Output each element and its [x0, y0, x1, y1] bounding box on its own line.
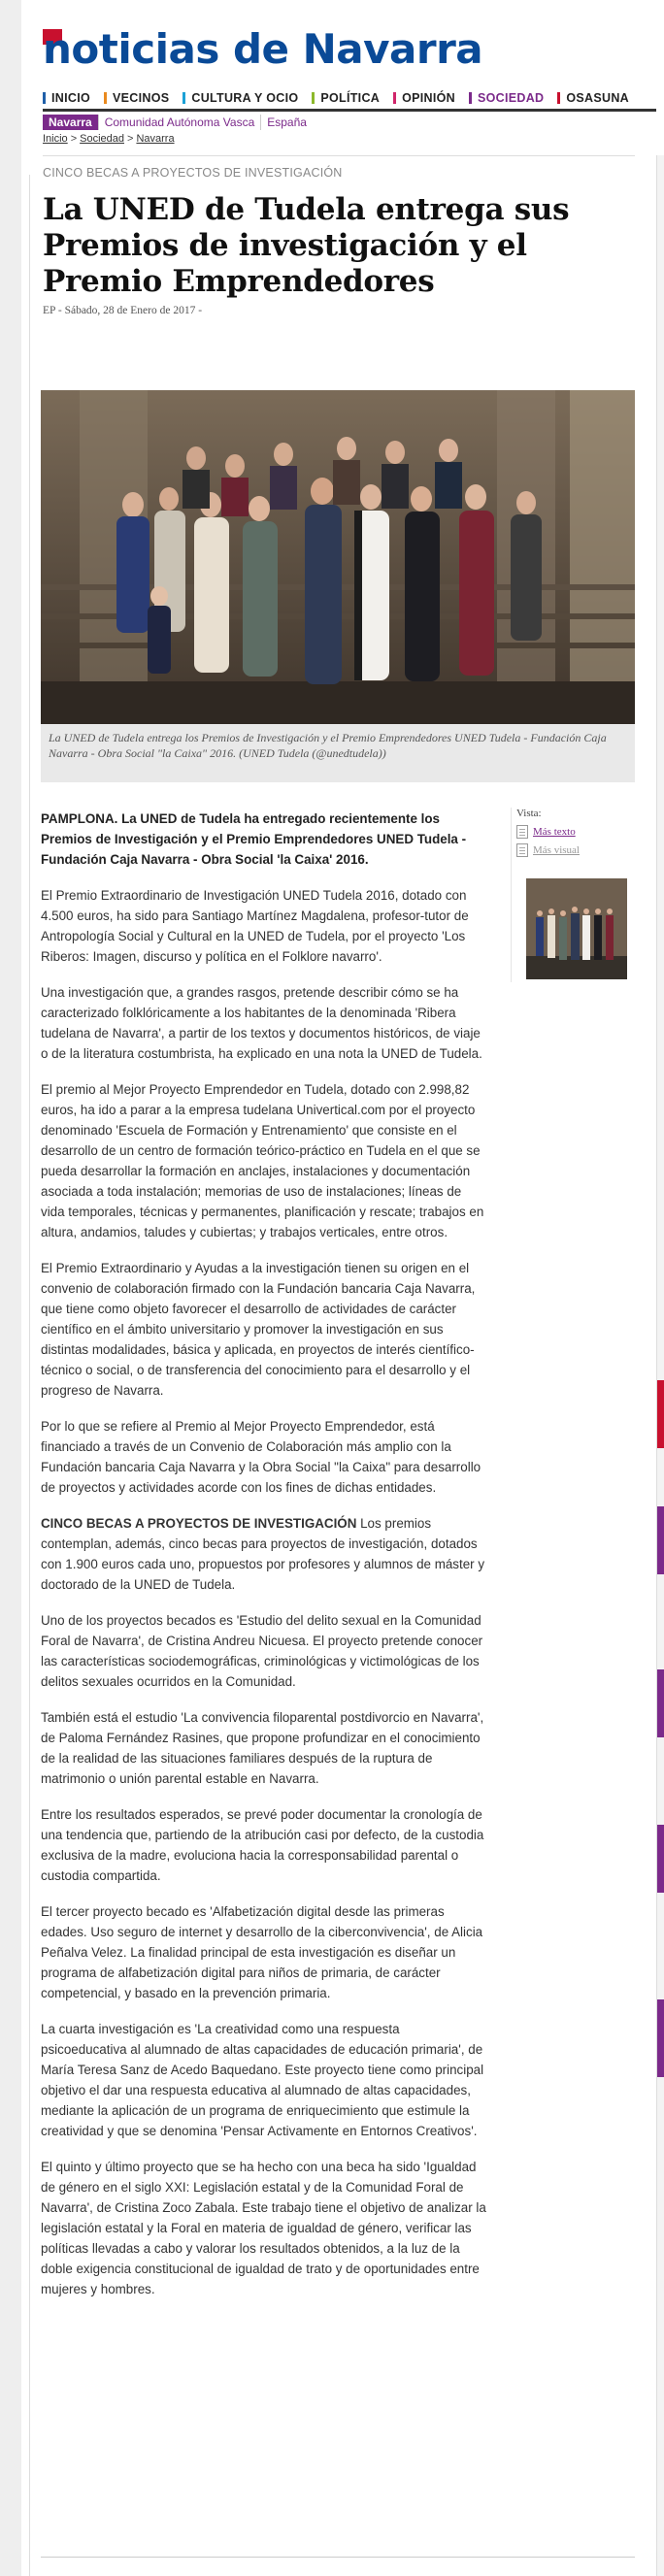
sidebar-accent-purple-3 [657, 1825, 664, 1893]
sidebar-accent-purple [657, 1506, 664, 1574]
lead-text: La UNED de Tudela ha entregado recientemente los Premios de Investigación y el Premio Emprendedores UNED Tudela - Fundación Caja Navarra - Obra Social 'la Caixa' 2016. [41, 811, 467, 867]
nav-color-bar [43, 92, 46, 104]
article-body [41, 809, 487, 2315]
site-logo[interactable] [43, 25, 482, 74]
breadcrumb-navarra[interactable]: Navarra [136, 133, 175, 145]
more-visual-label: Más visual [533, 844, 580, 856]
subnav-item-2[interactable]: Comunidad Autónoma Vasca [99, 115, 262, 130]
nav-color-bar [312, 92, 315, 104]
subheading: CINCO BECAS A PROYECTOS DE INVESTIGACIÓN [41, 1516, 357, 1531]
more-text-button[interactable] [516, 825, 637, 839]
breadcrumb-sociedad[interactable]: Sociedad [80, 133, 124, 145]
article-photo-box [41, 390, 635, 782]
tools-divider [511, 808, 512, 982]
footer-divider [41, 2557, 635, 2558]
paragraph: El Premio Extraordinario de Investigación UNED Tudela 2016, dotado con 4.500 euros, ha sido para Santiago Martínez Magdalena, profesor-tutor de Antropología Social y Cultural en la UNED de Tudela, por el proyecto 'Los Riberos: Imagen, discurso y política en el Folklore navarro'. [41, 888, 469, 964]
subnav-item-1[interactable]: Navarra [43, 115, 99, 130]
article-byline: EP - Sábado, 28 de Enero de 2017 - [43, 305, 203, 316]
article-headline: La UNED de Tudela entrega sus Premios de investigación y el Premio Emprendedores [43, 192, 570, 299]
paragraph: El Premio Extraordinario y Ayudas a la investigación tienen su origen en el convenio de colaboración firmado con la Fundación bancaria Caja Navarra, que tiene como objeto favorecer el desarrollo de actividades de carácter científico en el ámbito universitario y promover la investigación en sus distintas modalidades, básica y aplicada, en proyectos de interés científico-técnico o social, o de transferencia del conocimiento para el desarrollo y el progreso de Navarra. [41, 1261, 476, 1398]
paragraph: La cuarta investigación es 'La creatividad como una respuesta psicoeducativa al alumnado de altas capacidades de educación primaria', de María Teresa Sanz de Acedo Baquedano. Este proyecto tiene como principal objetivo el dar una respuesta educativa al alumnado de altas capacidades, mediante la aplicación de un programa de enriquecimiento que estimule la creatividad y que se denomina 'Pensar Activamente en Entornos Creativos'. [41, 2022, 484, 2138]
nav-label: INICIO [51, 90, 90, 105]
nav-color-bar [183, 92, 185, 104]
nav-label: VECINOS [113, 90, 170, 105]
article-kicker: CINCO BECAS A PROYECTOS DE INVESTIGACIÓN [43, 166, 343, 180]
lead-place: PAMPLONA. [41, 811, 118, 826]
sidebar-accent-red [657, 1380, 664, 1448]
paragraph: El quinto y último proyecto que se ha hecho con una beca ha sido 'Igualdad de género en el siglo XXI: Legislación estatal y de la Comunidad Foral de Navarra', de Cristina Zoco Zabala. Este trabajo tiene el objetivo de analizar la legislación estatal y la Foral en materia de igualdad de género, verificar las políticas llevadas a cabo y valorar los resultados obtenidos, a la luz de la doble exigencia constitucional de igualdad de trato y de oportunidades entre mujeres y hombres. [41, 2160, 486, 2296]
sub-nav [43, 115, 313, 130]
document-icon [516, 843, 528, 857]
nav-label: OSASUNA [566, 90, 629, 105]
paragraph-text: Los premios contemplan, además, cinco becas para proyectos de investigación, dotados con 1.900 euros cada uno, propuestos por profesores y alumnos de máster y doctorado de la UNED de Tudela. [41, 1516, 485, 1592]
nav-label: CULTURA Y OCIO [191, 90, 299, 105]
gutter-divider [29, 175, 30, 2576]
nav-item-sociedad[interactable] [469, 91, 544, 105]
nav-color-bar [393, 92, 396, 104]
document-icon [516, 825, 528, 839]
nav-item-vecinos[interactable] [104, 91, 169, 105]
paragraph: El premio al Mejor Proyecto Emprendedor en Tudela, dotado con 2.998,82 euros, ha ido a parar a la empresa tudelana Univertical.com por el proyecto denominado 'Escuela de Formación y Entrenamiento' que consiste en el desarrollo de un centro de formación teórico-práctico en Tudela en el que se pueda desarrollar la formación en anclajes, instalaciones y documentación asociada a toda instalación; memorias de uso de instalaciones; líneas de vida temporales, técnicas y permanentes, planificación y rescate; trabajos en altura, andamios, taludes y cubiertas; y trabajos verticales, entre otros. [41, 1082, 484, 1239]
breadcrumb [43, 133, 175, 145]
subnav-item-3[interactable]: España [267, 116, 307, 129]
main-nav [43, 86, 656, 112]
article-lead [41, 809, 487, 870]
header-divider [43, 155, 635, 156]
left-gutter [0, 0, 21, 2576]
paragraph: Por lo que se refiere al Premio al Mejor Proyecto Emprendedor, está financiado a través de un Convenio de Colaboración más amplio con la Fundación bancaria Caja Navarra y la Obra Social "la Caixa" para desarrollo de proyectos y actividades acorde con los fines de dichas entidades. [41, 1419, 481, 1495]
photo-caption: La UNED de Tudela entrega los Premios de Investigación y el Premio Emprendedores UNED Tudela - Fundación Caja Navarra - Obra Social "la Caixa" 2016. (UNED Tudela (@unedtudela)) [49, 731, 607, 760]
nav-color-bar [557, 92, 560, 104]
nav-label: OPINIÓN [402, 90, 455, 105]
nav-label: POLÍTICA [320, 90, 381, 105]
site-name: noticias de Navarra [43, 25, 483, 73]
nav-item-osasuna[interactable] [557, 91, 629, 105]
paragraph: También está el estudio 'La convivencia filoparental postdivorcio en Navarra', de Paloma Fernández Rasines, que propone profundizar en el conocimiento de la realidad de las situaciones familiares después de la ruptura de matrimonio o unión parental estable en Navarra. [41, 1710, 484, 1786]
paragraph: El tercer proyecto becado es 'Alfabetización digital desde las primeras edades. Uso seguro de internet y desarrollo de la ciberconvivencia', de Alicia Peñalva Velez. La finalidad principal de esta investigación es diseñar un programa de alfabetización digital para niños de primaria, de carácter competencial, y basado en la prevención primaria. [41, 1904, 483, 2000]
breadcrumb-inicio[interactable]: Inicio [43, 133, 68, 145]
nav-item-cultura-y-ocio[interactable] [183, 91, 298, 105]
paragraph [41, 1513, 487, 1595]
nav-item-inicio[interactable] [43, 91, 90, 105]
nav-color-bar [469, 92, 472, 104]
breadcrumb-separator: > [127, 133, 134, 145]
paragraph: Una investigación que, a grandes rasgos, pretende describir cómo se ha caracterizado folklóricamente a los habitantes de la denominada 'Ribera tudelana de Navarra', a partir de los textos y documentos históricos, de viaje o de la literatura costumbrista, ha explicado en una nota la UNED de Tudela. [41, 985, 482, 1061]
more-visual-button[interactable] [516, 843, 637, 857]
paragraph: Entre los resultados esperados, se prevé poder documentar la cronología de una tendencia que, partiendo de la atribución casi por defecto, de la custodia exclusiva de la madre, evoluciona hacia la corresponsabilidad parental o custodia compartida. [41, 1807, 484, 1883]
nav-color-bar [104, 92, 107, 104]
sidebar-accent-purple-4 [657, 1999, 664, 2077]
article-photo[interactable] [41, 390, 635, 724]
photo-thumbnail[interactable] [526, 878, 627, 979]
right-sidebar-edge [656, 155, 664, 2576]
view-label: Vista: [516, 808, 542, 819]
nav-item-política[interactable] [312, 91, 380, 105]
sidebar-accent-purple-2 [657, 1669, 664, 1737]
paragraph: Uno de los proyectos becados es 'Estudio del delito sexual en la Comunidad Foral de Navarra', de Cristina Andreu Nicuesa. El proyecto pretende conocer las características sociodemográficas, criminológicas y victimológicas de los delitos sexuales ocurridos en la Comunidad. [41, 1613, 483, 1689]
view-tools [516, 808, 637, 979]
nav-label: SOCIEDAD [478, 90, 545, 105]
nav-item-opinión[interactable] [393, 91, 455, 105]
breadcrumb-separator: > [70, 133, 78, 145]
more-text-label: Más texto [533, 826, 576, 838]
